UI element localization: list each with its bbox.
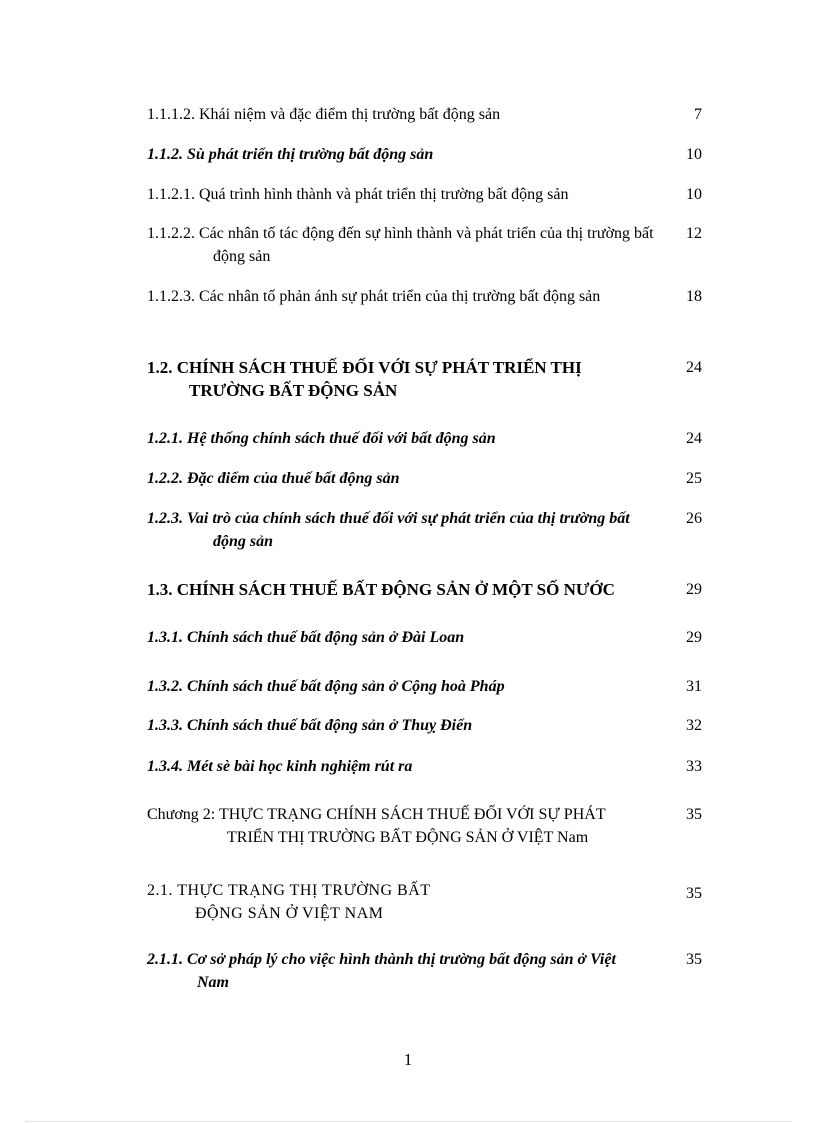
toc-chapter-2 <box>147 803 652 849</box>
toc-section-1-3 <box>147 578 652 601</box>
toc-page-number: 35 <box>686 951 702 968</box>
toc-entry-text: 1.1.2.2. Các nhân tố tác động đến sự hình thành và phát triển của thị trường bất động sản <box>147 225 654 265</box>
toc-page-number: 10 <box>686 146 702 163</box>
toc-entry-text: 1.3.2. Chính sách thuế bất động sản ở Cộng hoà Pháp <box>147 678 505 695</box>
toc-page-number: 12 <box>686 225 702 242</box>
toc-entry-1-1-2-3 <box>147 285 643 308</box>
toc-page-number: 35 <box>686 885 702 902</box>
toc-entry-text: 1.1.2. Sù phát triển thị trường bất động sản <box>147 146 434 163</box>
toc-entry-1-1-2-2 <box>147 222 657 268</box>
page-number: 1 <box>403 1050 413 1069</box>
toc-page-number: 7 <box>694 106 702 123</box>
toc-page-number: 26 <box>686 510 702 527</box>
toc-entry-1-1-2-1 <box>147 183 659 206</box>
toc-entry-text: 1.2. CHÍNH SÁCH THUẾ ĐỐI VỚI SỰ PHÁT TRIỂN THỊ TRƯỜNG BẤT ĐỘNG SẢN <box>147 358 582 400</box>
page-bottom-divider <box>25 1121 791 1122</box>
toc-entry-1-3-1 <box>147 626 659 649</box>
toc-page-number: 35 <box>686 806 702 823</box>
toc-entry-text: 1.3.3. Chính sách thuế bất động sản ở Thuỵ Điển <box>147 717 473 734</box>
toc-entry-1-3-3 <box>147 714 659 737</box>
toc-entry-text: 2.1.1. Cơ sở pháp lý cho việc hình thành thị trường bất động sản ở Việt Nam <box>147 951 616 991</box>
toc-entry-1-1-2 <box>147 143 659 166</box>
toc-page-number: 18 <box>686 288 702 305</box>
toc-section-2-1 <box>147 879 477 925</box>
toc-entry-2-1-1 <box>147 948 637 994</box>
toc-entry-1-2-1 <box>147 427 659 450</box>
toc-entry-text: 1.2.3. Vai trò của chính sách thuế đối với sự phát triển của thị trường bất động sản <box>147 510 630 550</box>
toc-entry-text: 2.1. THỰC TRẠNG THỊ TRƯỜNG BẤT ĐỘNG SẢN Ở VIỆT NAM <box>147 882 431 922</box>
toc-entry-text: 1.3. CHÍNH SÁCH THUẾ BẤT ĐỘNG SẢN Ở MỘT SỐ NƯỚC <box>147 580 615 599</box>
toc-entry-1-2-3 <box>147 507 647 553</box>
toc-page-number: 24 <box>686 359 702 376</box>
toc-page-number: 24 <box>686 430 702 447</box>
toc-page-number: 29 <box>686 581 702 598</box>
toc-entry-1-3-2 <box>147 675 659 698</box>
toc-page-number: 33 <box>686 758 702 775</box>
toc-entry-text: 1.3.1. Chính sách thuế bất động sản ở Đài Loan <box>147 629 465 646</box>
toc-section-1-2 <box>147 356 647 402</box>
toc-page-number: 10 <box>686 186 702 203</box>
toc-entry-1-2-2 <box>147 467 659 490</box>
toc-entry-text: 1.2.2. Đặc điểm của thuế bất động sản <box>147 470 400 487</box>
toc-entry-text: 1.3.4. Mét sè bài học kinh nghiệm rút ra <box>147 758 413 775</box>
toc-entry-1-1-1-2 <box>147 103 659 126</box>
toc-entry-1-3-4 <box>147 755 659 778</box>
toc-entry-text: 1.2.1. Hệ thống chính sách thuế đối với bất động sản <box>147 430 496 447</box>
toc-entry-text: 1.1.2.3. Các nhân tố phản ánh sự phát triển của thị trường bất động sản <box>147 288 601 305</box>
toc-entry-text: 1.1.1.2. Khái niệm và đặc điểm thị trường bất động sản <box>147 106 501 123</box>
toc-entry-text: 1.1.2.1. Quá trình hình thành và phát triển thị trường bất động sản <box>147 186 569 203</box>
toc-page-number: 31 <box>686 678 702 695</box>
toc-entry-text: Chương 2: THỰC TRẠNG CHÍNH SÁCH THUẾ ĐỐI VỚI SỰ PHÁT TRIỂN THỊ TRƯỜNG BẤT ĐỘNG SẢN Ở VIỆT Nam <box>147 806 606 846</box>
toc-page-number: 29 <box>686 629 702 646</box>
toc-page-number: 32 <box>686 717 702 734</box>
toc-page-number: 25 <box>686 470 702 487</box>
